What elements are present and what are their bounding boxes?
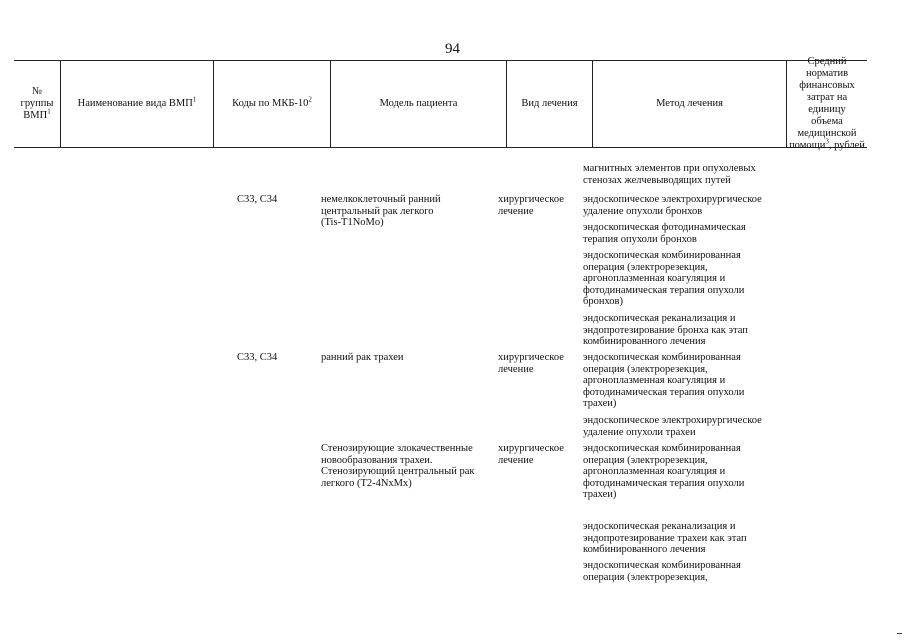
method-cell: эндоскопическая реканализация и эндопротезирование трахеи как этап комбинированного лечения [583, 521, 747, 556]
page-number: 94 [445, 41, 460, 57]
header-cost-norm: Средний норматив финансовых затрат на единицу объема медицинской помощи$^3$, рублей [789, 56, 865, 151]
method-cell: эндоскопическое электрохирургическое удаление опухоли трахеи [583, 415, 762, 438]
scan-mark [897, 633, 902, 634]
patient-model-cell: немелкоклеточный ранний центральный рак легкого (Tis-T1NoMo) [321, 194, 441, 229]
icd-code-cell: C33, C34 [237, 352, 278, 363]
header-treatment-method: Метод лечения [593, 61, 787, 147]
header-icd-codes: Коды по МКБ-$10^2$ [214, 61, 331, 147]
method-cell: эндоскопическая комбинированная операция (электрорезекция, аргоноплазменная коагуляция и фотодинамическая терапия опухоли трахеи) [583, 443, 745, 501]
treatment-type-cell: хирургическое лечение [498, 443, 564, 466]
patient-model-cell: ранний рак трахеи [321, 352, 404, 363]
header-patient-model: Модель пациента [331, 61, 507, 147]
treatment-type-cell: хирургическое лечение [498, 194, 564, 217]
header-group-number: № группы ВМП$^1$ [14, 61, 61, 147]
method-cell: эндоскопическая фотодинамическая терапия опухоли бронхов [583, 222, 746, 245]
method-cell: эндоскопическая реканализация и эндопротезирование бронха как этап комбинированного лечения [583, 313, 748, 348]
treatment-type-cell: хирургическое лечение [498, 352, 564, 375]
method-cell: эндоскопическое электрохирургическое удаление опухоли бронхов [583, 194, 762, 217]
table-header [14, 56, 867, 151]
header-vmp-name: Наименование вида ВМП$^1$ [61, 61, 214, 147]
method-cell: магнитных элементов при опухолевых стенозах желчевыводящих путей [583, 163, 756, 186]
icd-code-cell: C33, C34 [237, 194, 278, 205]
header-treatment-type: Вид лечения [507, 61, 593, 147]
method-cell: эндоскопическая комбинированная операция (электрорезекция, аргоноплазменная коагуляция и фотодинамическая терапия опухоли бронхов) [583, 250, 745, 308]
method-cell: эндоскопическая комбинированная операция (электрорезекция, аргоноплазменная коагуляция и фотодинамическая терапия опухоли трахеи) [583, 352, 745, 410]
patient-model-cell: Стенозирующие злокачественные новообразования трахеи. Стенозирующий центральный рак легкого (T2-4NxMx) [321, 443, 475, 489]
method-cell: эндоскопическая комбинированная операция (электрорезекция, [583, 560, 741, 583]
